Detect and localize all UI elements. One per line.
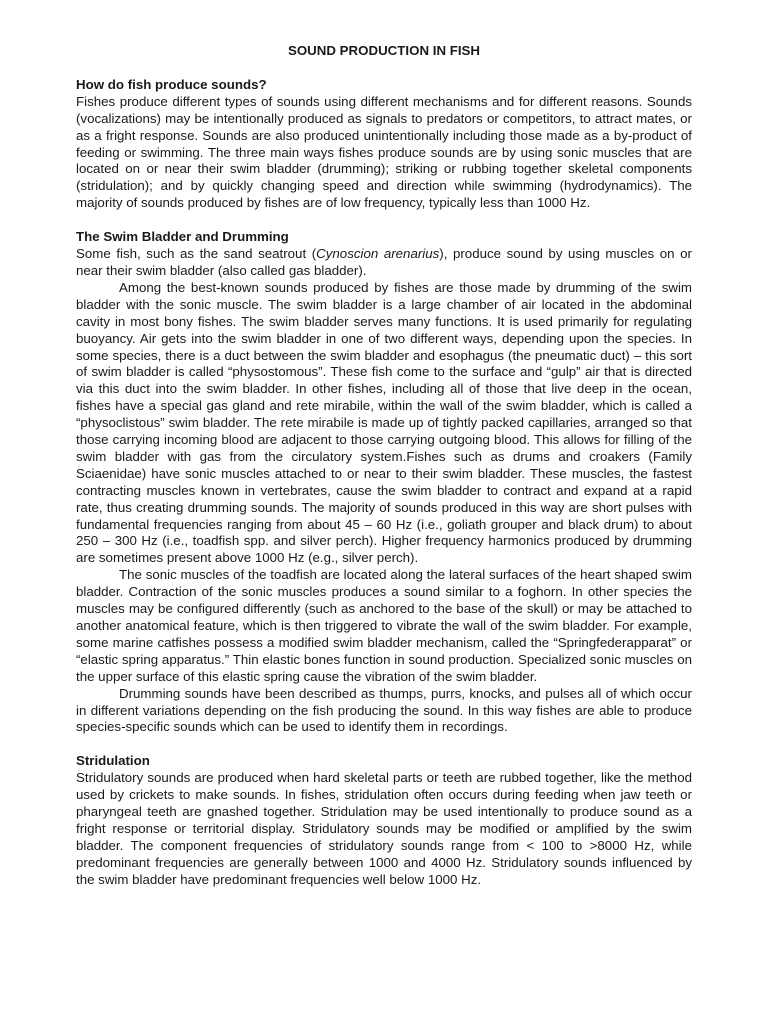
section-how-fish-produce-sounds <box>76 77 692 212</box>
section-heading: How do fish produce sounds? <box>76 76 267 92</box>
document-title: SOUND PRODUCTION IN FISH <box>287 43 481 58</box>
paragraph: Stridulatory sounds are produced when hard skeletal parts or teeth are rubbed together, like the method used by crickets to make sounds. In fishes, stridulation often occurs during feeding when jaw teeth or pharyngeal teeth are gnashed together. Stridulation may be used intentionally to produce sound as a fright response or territorial display. Stridulatory sounds may be modified or amplified by the swim bladder. The component frequencies of stridulatory sounds range from < 100 to >8000 Hz, while predominant frequencies are generally between 1000 and 4000 Hz. Stridulatory sounds influenced by the swim bladder have predominant frequencies well below 1000 Hz. <box>76 770 692 887</box>
section-stridulation <box>76 753 692 888</box>
intro-paragraph <box>76 246 692 280</box>
document-body <box>76 43 692 906</box>
paragraph: Among the best-known sounds produced by fishes are those made by drumming of the swim bladder with the sonic muscle. The swim bladder is a large chamber of air located in the abdominal cavity in most bony fishes. The swim bladder serves many functions. It is used primarily for regulating buoyancy. Air gets into the swim bladder in one of two different ways, depending upon the species. In some species, there is a duct between the swim bladder and esophagus (the pneumatic duct) – this sort of swim bladder is called “physostomous”. These fish come to the surface and “gulp” air that is directed via this duct into the swim bladder. In other fishes, including all of those that live deep in the ocean, fishes have a special gas gland and rete mirabile, within the wall of the swim bladder, which is called a “physoclistous” swim bladder. The rete mirabile is made up of tightly packed capillaries, arranged so that those carrying incoming blood are adjacent to those carrying outgoing blood. This allows for filling of the swim bladder with gas from the circulatory system.Fishes such as drums and croakers (Family Sciaenidae) have sonic muscles attached to or near to their swim bladder. These muscles, the fastest contracting muscles known in vertebrates, cause the swim bladder to contract and expand at a rapid rate, thus creating drumming sounds. The majority of sounds produced in this way are short pulses with fundamental frequencies ranging from about 45 – 60 Hz (i.e., goliath grouper and black drum) to about 250 – 300 Hz (i.e., toadfish spp. and silver perch). Higher frequency harmonics produced by drumming are sometimes present above 1000 Hz (e.g., silver perch). <box>76 279 692 566</box>
paragraph: Drumming sounds have been described as thumps, purrs, knocks, and pulses all of which occur in different variations depending on the fish producing the sound. In this way fishes are able to produce species-specific sounds which can be used to identify them in recordings. <box>76 685 692 735</box>
section-swim-bladder-drumming <box>76 229 692 736</box>
paragraph: The sonic muscles of the toadfish are located along the lateral surfaces of the heart shaped swim bladder. Contraction of the sonic muscles produces a sound similar to a foghorn. In other species the muscles may be configured differently (such as anchored to the base of the skull) or may be attached to another anatomical feature, which is then triggered to vibrate the wall of the swim bladder. For example, some marine catfishes possess a modified swim bladder mechanism, called the “Springfederapparat” or “elastic spring apparatus.” Thin elastic bones function in sound production. Specialized sonic muscles on the upper surface of this elastic spring cause the vibration of the swim bladder. <box>76 567 692 684</box>
section-heading: The Swim Bladder and Drumming <box>76 229 289 245</box>
section-heading: Stridulation <box>76 753 150 769</box>
intro-text-before: Some fish, such as the sand seatrout ( <box>76 246 317 262</box>
intro-text-after: ), produce sound by using muscles on or near their swim bladder (also called gas bladder). <box>76 246 692 278</box>
species-name-italic: Cynoscion arenarius <box>316 246 440 262</box>
paragraph: Fishes produce different types of sounds using different mechanisms and for different reasons. Sounds (vocalizations) may be intentionally produced as signals to predators or competitors, to attract mates, or as a fright response. Sounds are also produced unintentionally including those made as a by-product of feeding or swimming. The three main ways fishes produce sounds are by using sonic muscles that are located on or near their swim bladder (drumming); striking or rubbing together skeletal components (stridulation); and by quickly changing speed and direction while swimming (hydrodynamics). The majority of sounds produced by fishes are of low frequency, typically less than 1000 Hz. <box>76 93 692 211</box>
